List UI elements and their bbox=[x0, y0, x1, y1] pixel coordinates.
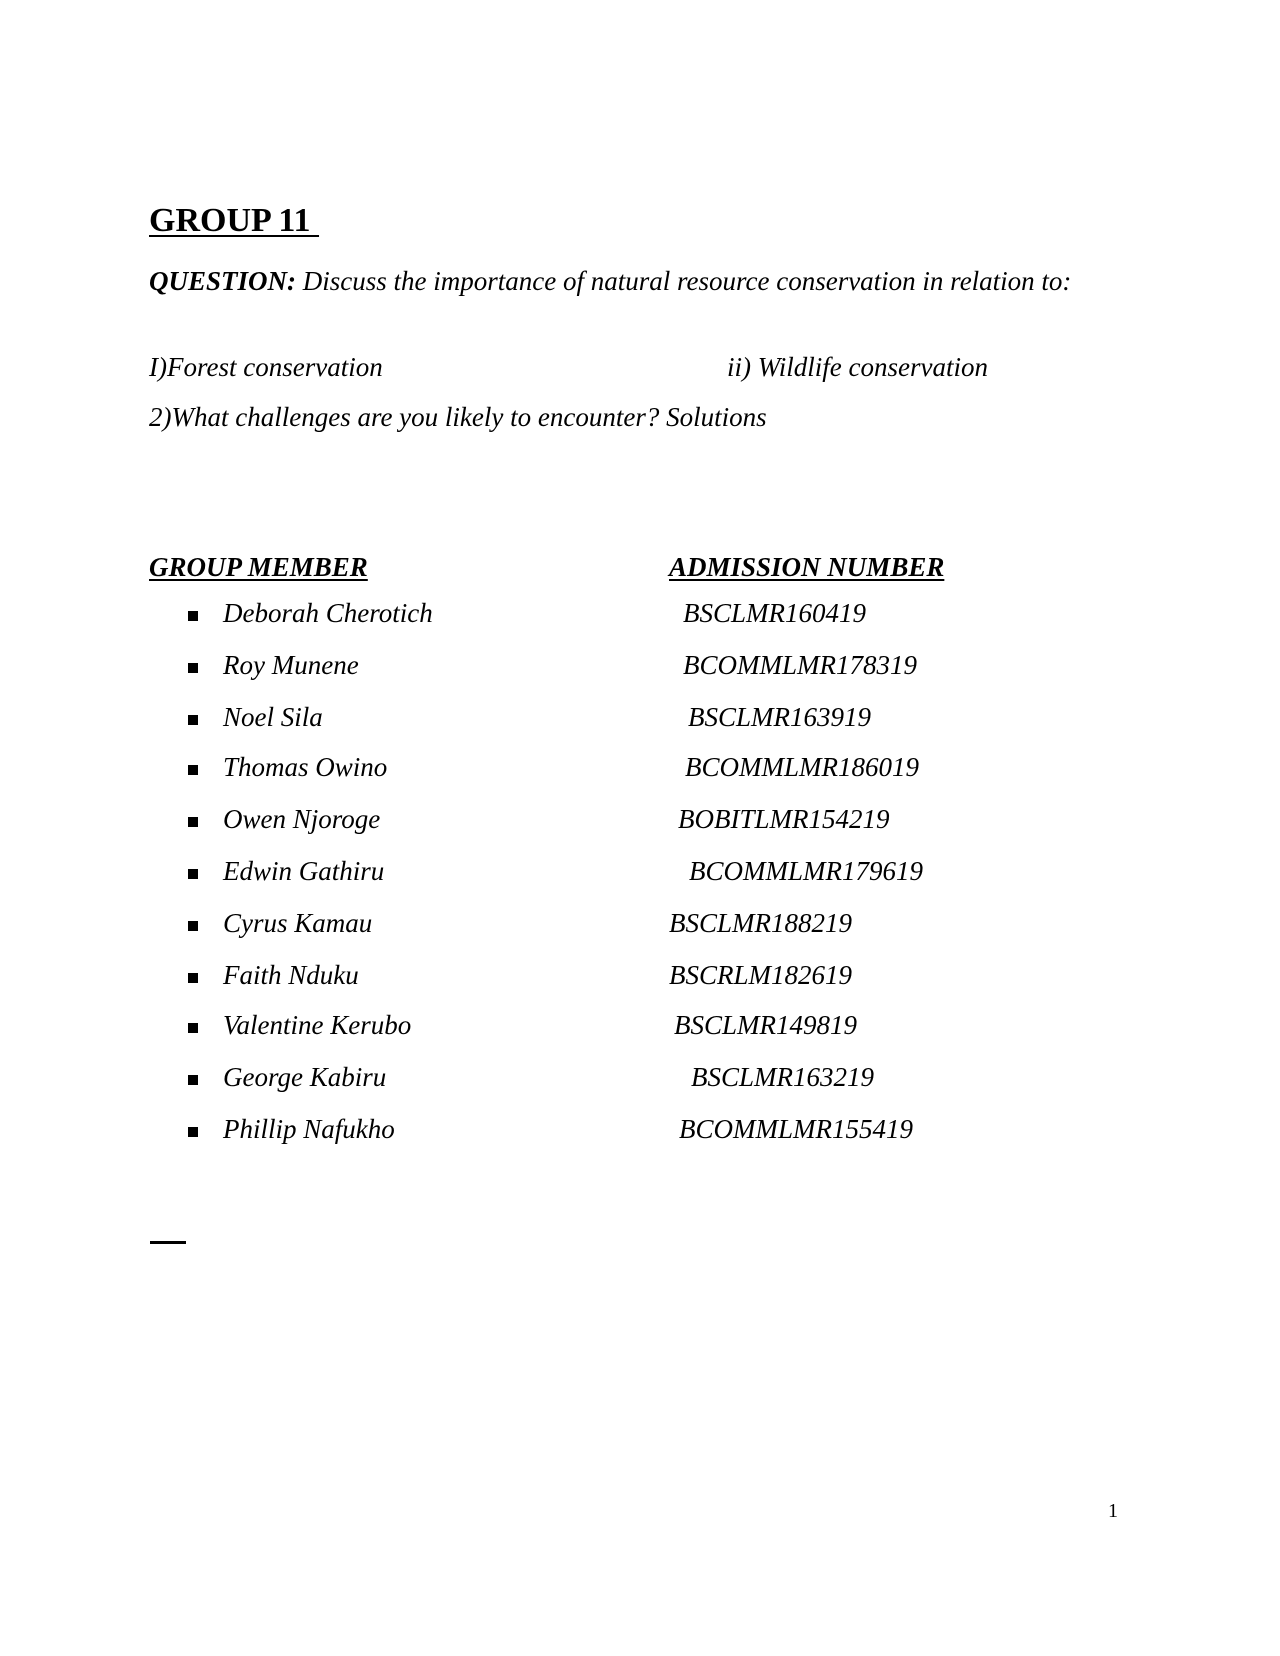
member-name: Faith Nduku bbox=[223, 960, 359, 990]
member-name: Valentine Kerubo bbox=[223, 1010, 412, 1040]
list-item bbox=[0, 908, 1280, 948]
list-item bbox=[0, 1062, 1280, 1102]
list-item bbox=[0, 856, 1280, 896]
question-label: QUESTION: bbox=[149, 266, 297, 296]
admission-number: BCOMMLMR178319 bbox=[683, 650, 917, 680]
admission-number: BSCLMR163219 bbox=[691, 1062, 875, 1092]
item-challenges: 2)What challenges are you likely to encounter? Solutions bbox=[149, 402, 767, 432]
square-bullet-icon bbox=[188, 921, 198, 931]
square-bullet-icon bbox=[188, 869, 198, 879]
admission-number: BSCRLM182619 bbox=[669, 960, 853, 990]
square-bullet-icon bbox=[188, 973, 198, 983]
question-text: Discuss the importance of natural resource conservation in relation to: bbox=[296, 266, 1072, 296]
member-name: Cyrus Kamau bbox=[223, 908, 373, 938]
admission-number: BCOMMLMR179619 bbox=[689, 856, 923, 886]
page-number: 1 bbox=[1108, 1500, 1118, 1522]
list-item bbox=[0, 804, 1280, 844]
list-item bbox=[0, 598, 1280, 638]
square-bullet-icon bbox=[188, 611, 198, 621]
admission-number: BSCLMR163919 bbox=[688, 702, 872, 732]
list-item bbox=[0, 702, 1280, 742]
square-bullet-icon bbox=[188, 765, 198, 775]
member-name: Phillip Nafukho bbox=[223, 1114, 395, 1144]
separator-dash bbox=[150, 1241, 186, 1244]
member-name: Roy Munene bbox=[223, 650, 359, 680]
question-paragraph bbox=[149, 264, 1129, 299]
square-bullet-icon bbox=[188, 1127, 198, 1137]
admission-number: BSCLMR149819 bbox=[674, 1010, 858, 1040]
member-name: Thomas Owino bbox=[223, 752, 388, 782]
admission-number: BCOMMLMR186019 bbox=[685, 752, 919, 782]
square-bullet-icon bbox=[188, 663, 198, 673]
square-bullet-icon bbox=[188, 1075, 198, 1085]
square-bullet-icon bbox=[188, 1023, 198, 1033]
member-name: George Kabiru bbox=[223, 1062, 387, 1092]
item-forest-conservation: I)Forest conservation bbox=[149, 352, 383, 382]
list-item bbox=[0, 1010, 1280, 1050]
admission-number: BSCLMR188219 bbox=[669, 908, 853, 938]
header-group-member: GROUP MEMBER bbox=[149, 552, 368, 582]
item-wildlife-conservation: ii) Wildlife conservation bbox=[727, 352, 988, 382]
page-title: GROUP 11 bbox=[149, 202, 320, 239]
header-admission-number: ADMISSION NUMBER bbox=[669, 552, 945, 582]
list-item bbox=[0, 752, 1280, 792]
member-name: Deborah Cherotich bbox=[223, 598, 433, 628]
square-bullet-icon bbox=[188, 817, 198, 827]
member-name: Noel Sila bbox=[223, 702, 323, 732]
list-item bbox=[0, 1114, 1280, 1154]
admission-number: BCOMMLMR155419 bbox=[679, 1114, 913, 1144]
member-name: Owen Njoroge bbox=[223, 804, 381, 834]
admission-number: BOBITLMR154219 bbox=[678, 804, 890, 834]
member-name: Edwin Gathiru bbox=[223, 856, 385, 886]
list-item bbox=[0, 960, 1280, 1000]
admission-number: BSCLMR160419 bbox=[683, 598, 867, 628]
square-bullet-icon bbox=[188, 715, 198, 725]
list-item bbox=[0, 650, 1280, 690]
